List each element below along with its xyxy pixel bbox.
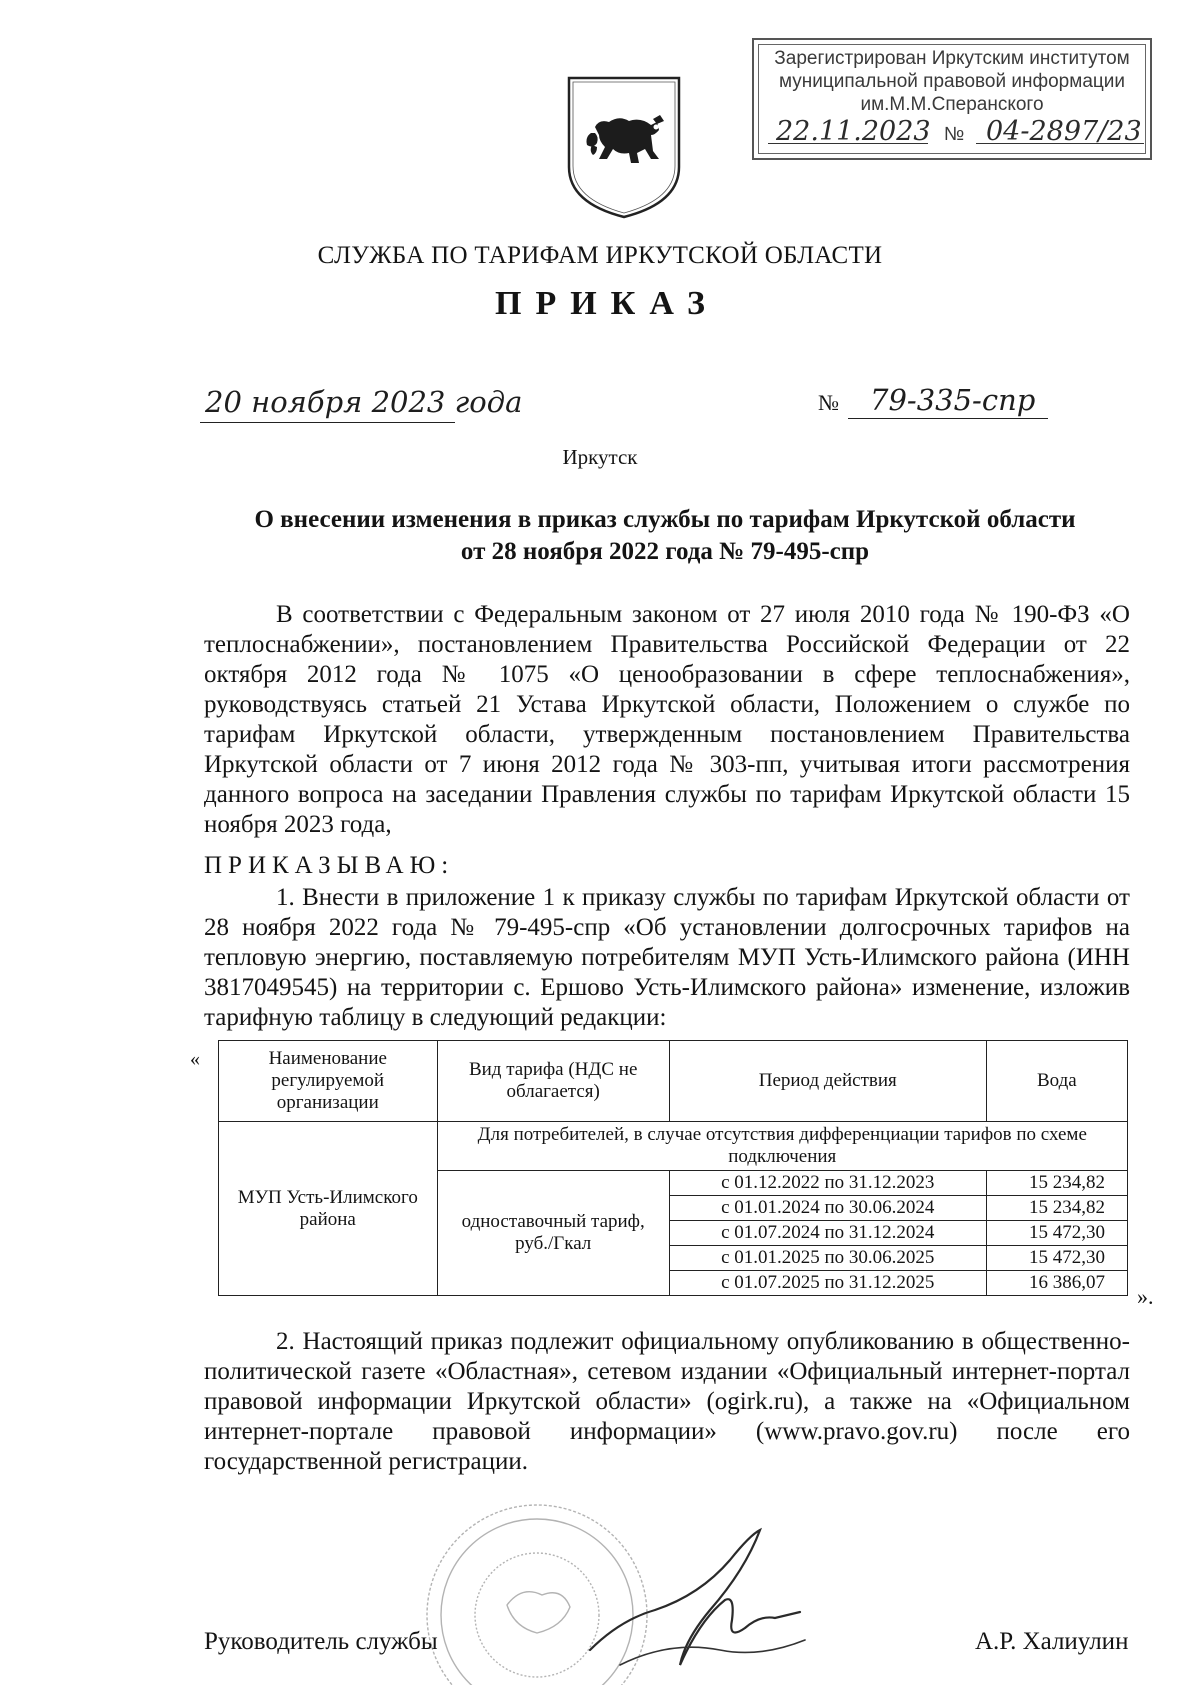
header-tariff-type: Вид тарифа (НДС не облагается)	[437, 1041, 669, 1122]
registration-number-line	[976, 143, 1144, 144]
city: Иркутск	[562, 445, 638, 469]
value-cell: 15 234,82	[986, 1171, 1127, 1196]
header-period: Период действия	[669, 1041, 986, 1122]
condition-row	[219, 1122, 1128, 1171]
period-cell: с 01.07.2025 по 31.12.2025	[669, 1271, 986, 1296]
preamble-text: В соответствии с Федеральным законом от 27 июля 2010 года № 190-ФЗ «О теплоснабжении», постановлением Правительства Российской Федерации от 22 октября 2012 года № 1075 «О ценообразовании в сфере теплоснабжения», руководствуясь статьей 21 Устава Иркутской области, Положением о службе по тарифам Иркутской области, утвержденным постановлением Правительства Иркутской области от 7 июня 2012 года № 303-пп, учитывая итоги рассмотрения данного вопроса на заседании Правления службы по тарифам Иркутской области 15 ноября 2023 года,	[204, 601, 1130, 838]
period-cell: с 01.12.2022 по 31.12.2023	[669, 1171, 986, 1196]
item-2-text: 2. Настоящий приказ подлежит официальному опубликованию в общественно-политической газете «Областная», сетевом издании «Официальный интернет-портал правовой информации Иркутской области» (ogirk.ru), а также на «Официальном интернет-портале правовой информации» (www.pravo.gov.ru) после его государственной регистрации.	[204, 1328, 1130, 1475]
signatory-name: А.Р. Халиулин	[975, 1628, 1129, 1655]
order-number: 79-335-спр	[870, 383, 1036, 417]
value-cell: 15 234,82	[986, 1196, 1127, 1221]
registration-stamp-line-1: Зарегистрирован Иркутским институтом	[774, 48, 1130, 69]
signatory-role: Руководитель службы	[204, 1628, 438, 1655]
registration-date-line	[768, 143, 928, 144]
document-type: ПРИКАЗ	[495, 285, 719, 322]
value-cell: 16 386,07	[986, 1271, 1127, 1296]
order-date-line	[200, 422, 455, 423]
item-2-paragraph	[204, 1327, 1130, 1477]
period-cell: с 01.01.2024 по 30.06.2024	[669, 1196, 986, 1221]
registration-date: 22.11.2023	[776, 116, 931, 147]
order-number-label: №	[818, 390, 839, 415]
period-cell: с 01.07.2024 по 31.12.2024	[669, 1221, 986, 1246]
organization-name: СЛУЖБА ПО ТАРИФАМ ИРКУТСКОЙ ОБЛАСТИ	[317, 242, 883, 269]
tariff-type-cell: одноставочный тариф, руб./Гкал	[437, 1171, 669, 1296]
registration-stamp-line-2: муниципальной правовой информации	[779, 71, 1125, 92]
coat-of-arms-icon	[565, 75, 683, 220]
preamble-paragraph	[204, 600, 1130, 840]
signature-icon	[560, 1500, 820, 1690]
header-organization: Наименование регулируемой организации	[219, 1041, 438, 1122]
order-word: ПРИКАЗЫВАЮ:	[204, 852, 455, 879]
subject-line-2: от 28 ноября 2022 года № 79-495-спр	[460, 538, 870, 565]
registration-number-label: №	[944, 124, 965, 145]
order-number-line	[848, 418, 1048, 419]
item-1-text: 1. Внести в приложение 1 к приказу службы по тарифам Иркутской области от 28 ноября 2022 года № 79-495-спр «Об установлении долгосрочных тарифов на тепловую энергию, поставляемую потребителям МУП Усть-Илимского района (ИНН 3817049545) на территории с. Ершово Усть-Илимского района» изменение, изложив тарифную таблицу в следующий редакции:	[204, 884, 1130, 1031]
order-date: 20 ноября 2023 года	[205, 385, 523, 419]
registration-stamp	[752, 38, 1152, 160]
organization-cell: МУП Усть-Илимского района	[219, 1122, 438, 1296]
condition-cell: Для потребителей, в случае отсутствия дифференциации тарифов по схеме подключения	[437, 1122, 1127, 1171]
period-cell: с 01.01.2025 по 30.06.2025	[669, 1246, 986, 1271]
table-quote-close: ».	[1137, 1284, 1154, 1309]
table-quote-open: «	[190, 1048, 200, 1070]
subject-line-1: О внесении изменения в приказ службы по тарифам Иркутской области	[254, 506, 1076, 533]
tariff-table-header-row	[219, 1041, 1128, 1122]
tariff-table	[218, 1040, 1128, 1296]
registration-stamp-line-3: им.М.М.Сперанского	[860, 94, 1044, 115]
value-cell: 15 472,30	[986, 1221, 1127, 1246]
registration-number: 04-2897/23	[986, 116, 1142, 147]
value-cell: 15 472,30	[986, 1246, 1127, 1271]
item-1-paragraph	[204, 883, 1130, 1033]
header-value: Вода	[986, 1041, 1127, 1122]
document-subject	[200, 504, 1130, 568]
